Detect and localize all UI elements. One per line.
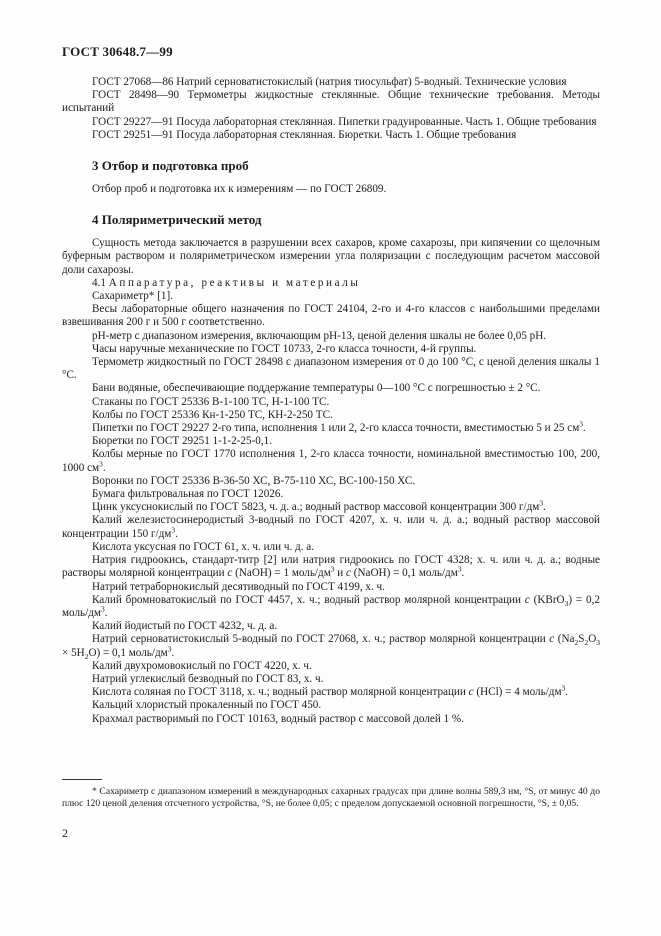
item-text: и bbox=[334, 567, 347, 580]
subscript: 3 bbox=[596, 638, 600, 648]
symbol-c: c bbox=[227, 567, 233, 580]
list-item bbox=[62, 514, 600, 540]
item-text: (NaOH) = 0,1 моль/дм bbox=[351, 567, 458, 580]
superscript: 3 bbox=[457, 564, 462, 574]
list-item: Натрий углекислый безводный по ГОСТ 83, х. ч. bbox=[92, 672, 324, 685]
item-text: Калий бромноватокислый по ГОСТ 4457, х. ч.; водный раствор молярной концентрации bbox=[92, 593, 525, 606]
item-text: . bbox=[543, 501, 546, 514]
item-text: Пипетки по ГОСТ 29227 2-го типа, исполнения 1 или 2, 2-го класса точности, вместимостью 5 и 25 см bbox=[92, 422, 580, 435]
list-item: рН-метр с диапазоном измерения, включающим рН-13, ценой деления шкалы не более 0,05 рН. bbox=[92, 329, 547, 342]
list-item bbox=[62, 633, 600, 659]
superscript: 3 bbox=[539, 498, 544, 508]
list-item bbox=[62, 594, 600, 620]
item-text: Колбы мерные по ГОСТ 1770 исполнения 1, 2-го класса точности, номинальной вместимостью 100, 200, 1000 см bbox=[62, 448, 600, 474]
document-header: ГОСТ 30648.7—99 bbox=[62, 44, 173, 59]
list-item: Бани водяные, обеспечивающие поддержание температуры 0—100 °С с погрешностью ± 2 °С. bbox=[92, 382, 541, 395]
list-item: Термометр жидкостный по ГОСТ 28498 с диапазоном измерения от 0 до 100 °С, с ценой деления шкалы 1 °С. bbox=[62, 356, 600, 382]
item-text: . bbox=[583, 422, 586, 435]
item-text: (KBrO bbox=[529, 593, 565, 606]
item-text: Натрий серноватистокислый 5-водный по ГОСТ 27068, х. ч.; раствор молярной концентрации bbox=[92, 633, 550, 646]
item-text: . bbox=[104, 606, 108, 619]
superscript: 3 bbox=[99, 458, 103, 468]
symbol-c: c bbox=[524, 593, 530, 606]
item-text: (NaOH) = 1 моль/дм bbox=[232, 567, 331, 580]
item-text: Натрия гидроокись, стандарт-титр [2] или натрия гидроокись по ГОСТ 4328; х. ч. или ч. д. а.; водные растворы молярной концентрации bbox=[62, 554, 600, 580]
superscript: 3 bbox=[167, 643, 172, 653]
subsection-title: Аппаратура, реактивы и материалы bbox=[108, 276, 361, 289]
item-text: (HCl) = 4 моль/дм bbox=[473, 686, 562, 699]
section-4-intro: Сущность метода заключается в разрушении всех сахаров, кроме сахарозы, при кипячении со щелочным буферным раствором и поляриметрическом измерении угла поляризации с последующим расчетом массовой доли сахарозы. bbox=[62, 237, 600, 276]
item-text: . bbox=[565, 686, 569, 699]
list-item: Бюретки по ГОСТ 29251 1-1-2-25-0,1. bbox=[92, 435, 272, 448]
item-text: × 5H bbox=[62, 646, 85, 659]
list-item: Кальций хлористый прокаленный по ГОСТ 450. bbox=[92, 699, 322, 712]
page-number: 2 bbox=[62, 826, 68, 840]
superscript: 3 bbox=[171, 524, 176, 534]
item-text: O) = 0,1 моль/дм bbox=[88, 646, 168, 659]
subscript: 2 bbox=[84, 651, 89, 661]
item-text: S bbox=[578, 633, 585, 646]
list-item: Сахариметр* [1]. bbox=[92, 290, 173, 303]
list-item: Весы лабораторные общего назначения по ГОСТ 24104, 2-го и 4-го классов с наибольшими пределами взвешивания 200 г и 500 г соответственно. bbox=[62, 303, 600, 329]
list-item: Калий йодистый по ГОСТ 4232, ч. д. а. bbox=[92, 620, 278, 633]
item-text: . bbox=[102, 461, 106, 474]
list-item bbox=[62, 419, 600, 435]
footnote-divider bbox=[62, 779, 102, 780]
symbol-c: c bbox=[468, 686, 474, 699]
item-text: . bbox=[171, 646, 175, 659]
reference-item: ГОСТ 27068—86 Натрий серноватистокислый (натрия тиосульфат) 5-водный. Технические условия bbox=[92, 76, 567, 88]
reference-item: ГОСТ 28498—90 Термометры жидкостные стеклянные. Общие технические требования. Методы испытаний bbox=[62, 89, 600, 115]
item-text: Калий железистосинеродистый 3-водный по ГОСТ 4207, х. ч. или ч. д. а.; водный раствор массовой концентрации 150 г/дм bbox=[62, 514, 600, 540]
reference-item: ГОСТ 29227—91 Посуда лабораторная стеклянная. Пипетки градуированные. Часть 1. Общие требования bbox=[92, 115, 597, 128]
list-item: Кислота уксусная по ГОСТ 61, х. ч. или ч. д. а. bbox=[92, 540, 315, 553]
section-3-title: 3 Отбор и подготовка проб bbox=[92, 158, 249, 174]
list-item: Натрий тетраборнокислый десятиводный по ГОСТ 4199, х. ч. bbox=[92, 580, 385, 593]
subscript: 2 bbox=[584, 638, 589, 648]
reference-item: ГОСТ 29251—91 Посуда лабораторная стеклянная. Бюретки. Часть 1. Общие требования bbox=[92, 128, 517, 141]
item-text: ) = 0,2 моль/дм bbox=[62, 593, 600, 619]
footnote: * Сахариметр с диапазоном измерений в международных сахарных градусах при длине волны 589,3 нм, °S, от минус 40 до плюс 120 ценой деления отсчетного устройства, °S, не более 0,05; с пределом допускаемой основной погрешности, °S, ± 0,05. bbox=[62, 786, 600, 809]
list-item: Крахмал растворимый по ГОСТ 10163, водный раствор с массовой долей 1 %. bbox=[92, 712, 464, 725]
list-item: Бумага фильтровальная по ГОСТ 12026. bbox=[92, 488, 284, 501]
list-item bbox=[62, 683, 600, 699]
superscript: 3 bbox=[579, 419, 584, 429]
symbol-c: c bbox=[549, 633, 555, 646]
subsection-number: 4.1 bbox=[92, 276, 106, 289]
list-item: Часы наручные механические по ГОСТ 10733, 2-го класса точности, 4-й группы. bbox=[92, 342, 477, 355]
item-text: Цинк уксуснокислый по ГОСТ 5823, ч. д. а.; водный раствор массовой концентрации 300 г/дм bbox=[92, 501, 540, 514]
symbol-c: c bbox=[346, 567, 351, 580]
item-text: . bbox=[175, 527, 178, 540]
item-text: (Na bbox=[554, 633, 575, 646]
item-text: . bbox=[461, 567, 465, 580]
main-content bbox=[62, 76, 600, 726]
subscript: 2 bbox=[574, 638, 579, 648]
list-item: Воронки по ГОСТ 25336 В-36-50 ХС, В-75-110 ХС, ВС-100-150 ХС. bbox=[92, 474, 416, 487]
superscript: 3 bbox=[100, 604, 105, 614]
list-item bbox=[62, 448, 600, 474]
list-item: Колбы по ГОСТ 25336 Кн-1-250 ТС, КН-2-250 ТС. bbox=[92, 408, 333, 421]
superscript: 3 bbox=[330, 564, 335, 574]
item-text: Кислота соляная по ГОСТ 3118, х. ч.; водный раствор молярной концентрации bbox=[92, 686, 469, 699]
item-text: O bbox=[588, 633, 597, 646]
list-item: Калий двухромовокислый по ГОСТ 4220, х. ч. bbox=[92, 659, 312, 672]
subsection-heading bbox=[62, 277, 600, 290]
section-3-text: Отбор проб и подготовка их к измерениям — по ГОСТ 26809. bbox=[92, 183, 387, 196]
superscript: 3 bbox=[561, 683, 566, 693]
subscript: 3 bbox=[564, 598, 569, 608]
list-item bbox=[62, 498, 600, 514]
list-item bbox=[62, 554, 600, 580]
list-item: Стаканы по ГОСТ 25336 В-1-100 ТС, Н-1-100 ТС. bbox=[92, 395, 330, 408]
section-4-title: 4 Поляриметрический метод bbox=[92, 212, 262, 228]
